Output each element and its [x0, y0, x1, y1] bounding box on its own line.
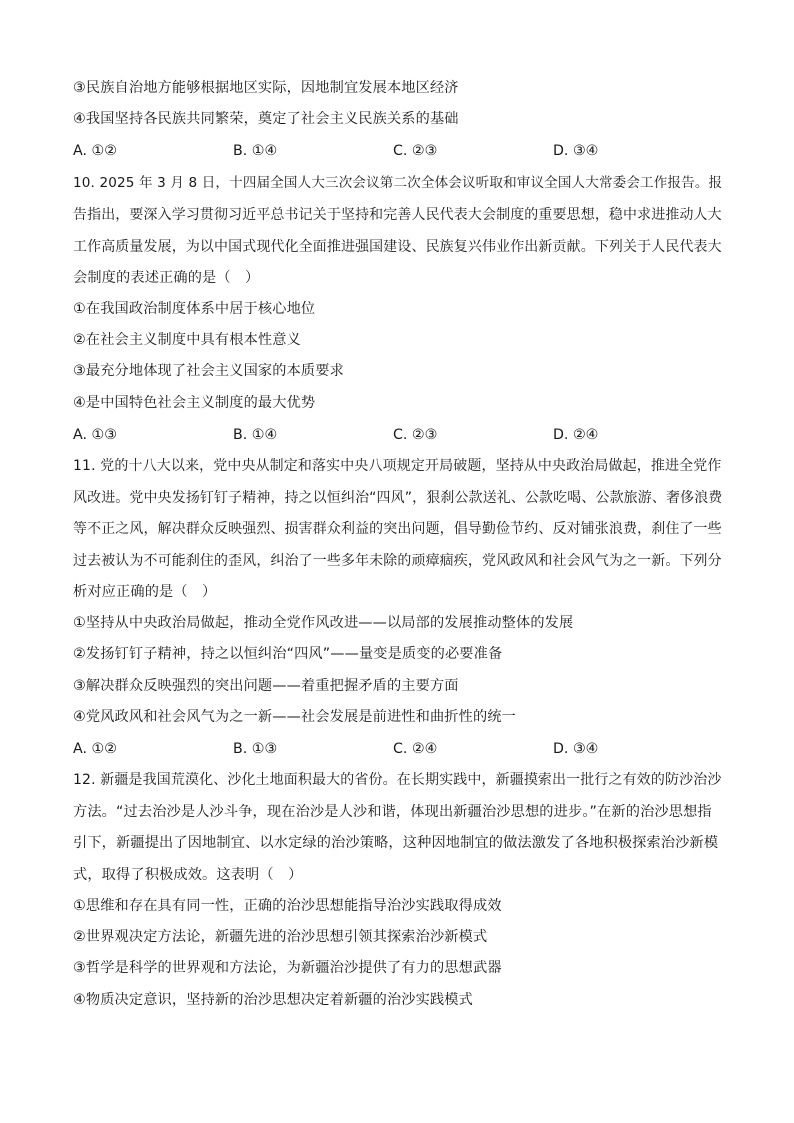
q10-option-c: C. ②③: [393, 427, 438, 443]
q11-statement-2: ②发扬钉钉子精神，持之以恒纠治“四风”——量变是质变的必要准备: [73, 646, 503, 662]
q10-stem-line-1: 10. 2025 年 3 月 8 日，十四届全国人大三次会议第二次全体会议听取和审议全国人大常委会工作报告。报: [73, 175, 723, 191]
q11-stem-line-5: 析对应正确的是（ ）: [73, 584, 217, 600]
q9-option-a: A. ①②: [73, 143, 117, 159]
q9-statement-4: ④我国坚持各民族共同繁荣，奠定了社会主义民族关系的基础: [73, 111, 459, 127]
q11-option-c: C. ②④: [393, 741, 438, 757]
q9-option-d: D. ③④: [553, 143, 599, 159]
q12-stem-line-4: 式，取得了积极成效。这表明（ ）: [73, 867, 303, 883]
q10-option-d: D. ②④: [553, 427, 599, 443]
q10-stem-line-3: 工作高质量发展，为以中国式现代化全面推进强国建设、民族复兴伟业作出新贡献。下列关于人民代表大: [73, 239, 722, 255]
q12-statement-2: ②世界观决定方法论，新疆先进的治沙思想引领其探索治沙新模式: [73, 929, 488, 945]
q12-statement-1: ①思维和存在具有同一性，正确的治沙思想能指导治沙实践取得成效: [73, 898, 502, 914]
q11-statement-4: ④党风政风和社会风气为之一新——社会发展是前进性和曲折性的统一: [73, 709, 516, 725]
q12-statement-3: ③哲学是科学的世界观和方法论，为新疆治沙提供了有力的思想武器: [73, 960, 502, 976]
q10-option-b: B. ①④: [233, 427, 278, 443]
q10-stem-line-4: 会制度的表述正确的是（ ）: [73, 270, 260, 286]
q9-statement-3: ③民族自治地方能够根据地区实际，因地制宜发展本地区经济: [73, 80, 459, 96]
q12-stem-line-1: 12. 新疆是我国荒漠化、沙化土地面积最大的省份。在长期实践中，新疆摸索出一批行之有效的防沙治沙: [73, 772, 722, 788]
q11-stem-line-4: 过去被认为不可能刹住的歪风，纠治了一些多年未除的顽瘴痼疾，党风政风和社会风气为之一新。下列分: [73, 553, 722, 569]
q11-statement-3: ③解决群众反映强烈的突出问题——着重把握矛盾的主要方面: [73, 678, 459, 694]
q12-stem-line-3: 引下，新疆提出了因地制宜、以水定绿的治沙策略，这种因地制宜的做法激发了各地积极探索治沙新模: [73, 835, 719, 851]
q11-option-a: A. ①②: [73, 741, 117, 757]
q10-statement-2: ②在社会主义制度中具有根本性意义: [73, 332, 301, 348]
q12-statement-4: ④物质决定意识，坚持新的治沙思想决定着新疆的治沙实践模式: [73, 992, 473, 1008]
q10-statement-3: ③最充分地体现了社会主义国家的本质要求: [73, 363, 344, 379]
q9-option-c: C. ②③: [393, 143, 438, 159]
q10-stem-line-2: 告指出，要深入学习贯彻习近平总书记关于坚持和完善人民代表大会制度的重要思想，稳中求进推动人大: [73, 207, 722, 223]
q11-stem-line-1: 11. 党的十八大以来，党中央从制定和落实中央八项规定开局破题，坚持从中央政治局做起，推进全党作: [73, 458, 722, 474]
q11-statement-1: ①坚持从中央政治局做起，推动全党作风改进——以局部的发展推动整体的发展: [73, 615, 574, 631]
q11-stem-line-3: 等不正之风，解决群众反映强烈、损害群众利益的突出问题，倡导勤俭节约、反对铺张浪费，刹住了一些: [73, 521, 722, 537]
q11-option-d: D. ③④: [553, 741, 599, 757]
q11-stem-line-2: 风改进。党中央发扬钉钉子精神，持之以恒纠治“四风”，狠刹公款送礼、公款吃喝、公款旅游、奢侈浪费: [73, 490, 723, 506]
q12-stem-line-2: 方法。“过去治沙是人沙斗争，现在治沙是人沙和谐，体现出新疆治沙思想的进步。”在新的治沙思想指: [73, 804, 712, 820]
q10-option-a: A. ①③: [73, 427, 117, 443]
q10-statement-4: ④是中国特色社会主义制度的最大优势: [73, 395, 316, 411]
q11-option-b: B. ①③: [233, 741, 278, 757]
q10-statement-1: ①在我国政治制度体系中居于核心地位: [73, 301, 316, 317]
q9-option-b: B. ①④: [233, 143, 278, 159]
